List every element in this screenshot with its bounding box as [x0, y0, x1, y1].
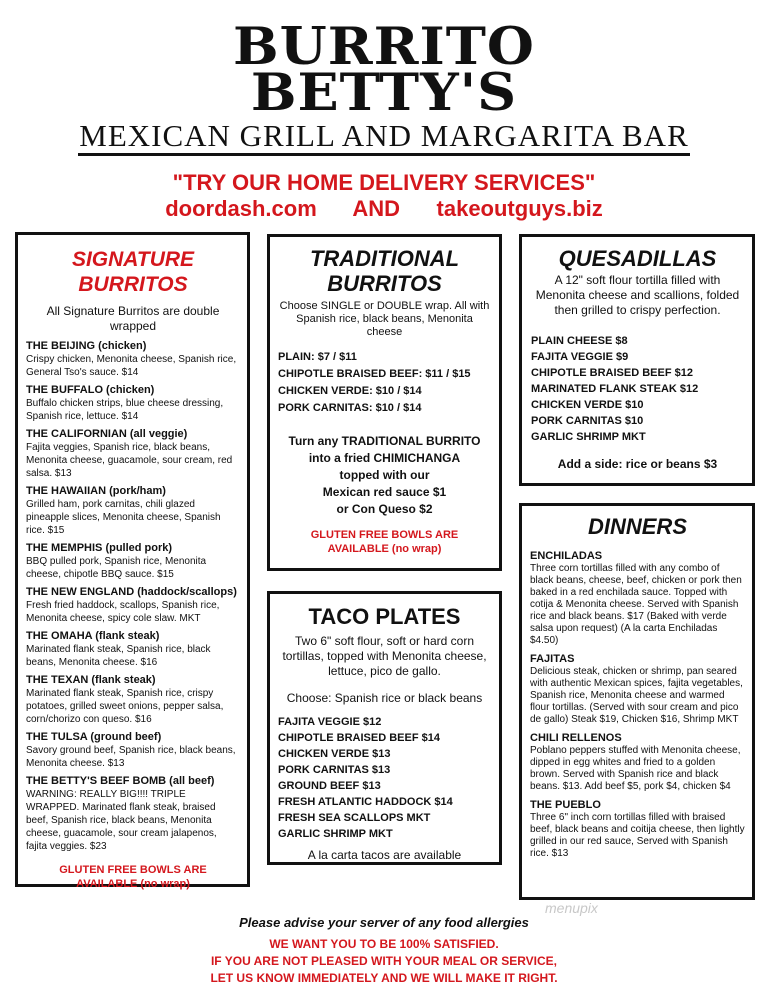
item-desc: BBQ pulled pork, Spanish rice, Menonita cheese, chipotle BBQ sauce. $15 [26, 556, 207, 580]
dinners-section [519, 503, 755, 900]
item-name: THE TULSA (ground beef) [26, 731, 162, 743]
traditional-title [278, 246, 491, 296]
item-name: THE NEW ENGLAND (haddock/scallops) [26, 586, 237, 598]
signature-item [26, 585, 240, 625]
menu-line: PORK CARNITAS $10 [531, 415, 644, 427]
chimi-line-5: or Con Queso $2 [336, 502, 433, 516]
chimi-line-1: Turn any TRADITIONAL BURRITO [288, 434, 481, 448]
traditional-gluten-free-note [278, 528, 491, 556]
item-desc: Savory ground beef, Spanish rice, black beans, Menonita cheese. $13 [26, 745, 236, 769]
watermark: menupix [545, 900, 598, 916]
quesadillas-title: QUESADILLAS [558, 246, 717, 271]
item-name: THE PUEBLO [530, 799, 601, 811]
item-name: FAJITAS [530, 653, 575, 665]
gluten-line-1: GLUTEN FREE BOWLS ARE [310, 529, 459, 541]
taco-a-la-carta-note: A la carta tacos are available [307, 848, 462, 862]
traditional-burritos-section [267, 234, 502, 571]
logo-line-2: BETTY'S [250, 61, 518, 123]
dinner-item [530, 549, 745, 647]
item-name: THE HAWAIIAN (pork/ham) [26, 485, 166, 497]
gluten-line-2: AVAILABLE (no wrap) [76, 878, 190, 890]
dinner-item [530, 798, 745, 860]
menu-line: FRESH ATLANTIC HADDOCK $14 [278, 796, 453, 808]
item-name: THE BETTY'S BEEF BOMB (all beef) [26, 775, 215, 787]
item-desc: Grilled ham, pork carnitas, chili glazed pineapple slices, Menonita cheese, Spanish rice. $15 [26, 499, 221, 536]
item-name: THE MEMPHIS (pulled pork) [26, 542, 173, 554]
signature-item [26, 774, 240, 853]
quesadillas-section [519, 234, 755, 486]
item-desc: Poblano peppers stuffed with Menonita cheese, dipped in egg whites and fried to a golden brown. Served with Spanish rice and black beans. $13. Add beef $5, pork $4, chicken $4 [530, 745, 741, 792]
item-desc: Fajita veggies, Spanish rice, black beans, Menonita cheese, guacamole, sour cream, red salsa. $13 [26, 442, 233, 479]
item-desc: Crispy chicken, Menonita cheese, Spanish rice, General Tso's sauce. $14 [26, 354, 237, 378]
quesadillas-intro: A 12" soft flour tortilla filled with Menonita cheese and scallions, folded then grilled to crispy perfection. [535, 273, 740, 317]
subtitle: MEXICAN GRILL AND MARGARITA BAR [79, 118, 689, 153]
menu-line: PLAIN: $7 / $11 [278, 351, 357, 363]
chimi-line-3: topped with our [339, 468, 430, 482]
menu-line: PLAIN CHEESE $8 [531, 335, 628, 347]
signature-item [26, 730, 240, 770]
taco-plates-section [267, 591, 502, 865]
signature-title-line-2: BURRITOS [78, 273, 188, 296]
dinners-title: DINNERS [587, 514, 687, 539]
item-desc: Delicious steak, chicken or shrimp, pan seared with authentic Mexican spices, fajita vegetables, Spanish rice, Menonita cheese and warmed flour tortillas. (Served with sour cream and pico de gallo) Steak $19, Chicken $16, Shrimp MKT [530, 666, 743, 725]
menu-line: MARINATED FLANK STEAK $12 [531, 383, 699, 395]
item-desc: Three 6" inch corn tortillas filled with braised beef, black beans and coitija cheese, then lightly grilled in our red sauce, Served with Spanish rice. $13 [530, 812, 745, 859]
signature-item [26, 383, 240, 423]
item-name: CHILI RELLENOS [530, 732, 622, 744]
menu-line: CHICKEN VERDE: $10 / $14 [278, 385, 422, 397]
quesadillas-side-note: Add a side: rice or beans $3 [557, 457, 718, 471]
traditional-title-line-2: BURRITOS [327, 271, 442, 296]
menu-line: CHICKEN VERDE $10 [531, 399, 644, 411]
menu-line: CHIPOTLE BRAISED BEEF $14 [278, 732, 440, 744]
menu-line: PORK CARNITAS $13 [278, 764, 391, 776]
item-desc: Three corn tortillas filled with any combo of black beans, cheese, beef, chicken or pork then baked in a red enchilada sauce. Topped with cotija & Menonita cheese. Served with Spanish rice and black beans. $17 (Baked with verde salsa upon request) (A la carta Enchiladas $4.50) [530, 563, 742, 646]
signature-item [26, 541, 240, 581]
item-desc: Marinated flank steak, Spanish rice, black beans, Menonita cheese. $16 [26, 644, 211, 668]
menu-line: CHIPOTLE BRAISED BEEF: $11 / $15 [278, 368, 471, 380]
delivery-promo: "TRY OUR HOME DELIVERY SERVICES" [172, 170, 596, 195]
satisfaction-line-3: LET US KNOW IMMEDIATELY AND WE WILL MAKE IT RIGHT. [210, 971, 558, 985]
allergy-note: Please advise your server of any food allergies [239, 915, 529, 930]
satisfaction-line-1: WE WANT YOU TO BE 100% SATISFIED. [269, 937, 499, 951]
item-name: ENCHILADAS [530, 550, 603, 562]
signature-item [26, 427, 240, 480]
menu-line: CHIPOTLE BRAISED BEEF $12 [531, 367, 693, 379]
menu-line: CHICKEN VERDE $13 [278, 748, 391, 760]
dinner-item [530, 652, 745, 726]
signature-item [26, 339, 240, 379]
menu-line: PORK CARNITAS: $10 / $14 [278, 402, 422, 414]
signature-gluten-free-note [26, 863, 240, 891]
item-desc: Buffalo chicken strips, blue cheese dressing, Spanish rice, lettuce. $14 [26, 398, 224, 422]
signature-burritos-section [15, 232, 250, 890]
item-name: THE BEIJING (chicken) [26, 340, 147, 352]
signature-title [26, 247, 240, 297]
satisfaction-line-2: IF YOU ARE NOT PLEASED WITH YOUR MEAL OR SERVICE, [210, 954, 558, 968]
traditional-intro: Choose SINGLE or DOUBLE wrap. All with Spanish rice, black beans, Menonita cheese [279, 300, 490, 338]
gluten-line-1: GLUTEN FREE BOWLS ARE [59, 864, 207, 876]
signature-title-line-1: SIGNATURE [71, 248, 195, 271]
taco-plates-intro: Two 6" soft flour, soft or hard corn tortillas, topped with Menonita cheese, lettuce, pico de gallo. [282, 634, 487, 678]
item-desc: Marinated flank steak, Spanish rice, crispy potatoes, grilled sweet onions, pepper salsa, corn/chorizo con queso. $16 [26, 688, 224, 725]
item-name: THE BUFFALO (chicken) [26, 384, 155, 396]
menu-line: FAJITA VEGGIE $12 [278, 716, 382, 728]
item-name: THE OMAHA (flank steak) [26, 630, 160, 642]
taco-plates-choose: Choose: Spanish rice or black beans [286, 691, 483, 705]
menu-line: FAJITA VEGGIE $9 [531, 351, 629, 363]
signature-intro: All Signature Burritos are double wrapped [46, 304, 220, 333]
logo-line-1: BURRITO [233, 15, 535, 77]
menu-line: GARLIC SHRIMP MKT [278, 828, 393, 840]
item-desc: WARNING: REALLY BIG!!!! TRIPLE WRAPPED. Marinated flank steak, braised beef, Spanish rice, black beans, Menonita cheese, guacamole, sour cream jalapenos, fajita veggies. $23 [26, 789, 217, 852]
gluten-line-2: AVAILABLE (no wrap) [327, 543, 442, 555]
item-desc: Fresh fried haddock, scallops, Spanish rice, Menonita cheese, spicy cole slaw. MKT [26, 600, 220, 624]
chimichanga-note [278, 433, 491, 518]
traditional-title-line-1: TRADITIONAL [309, 246, 460, 271]
signature-item [26, 629, 240, 669]
menu-line: GARLIC SHRIMP MKT [531, 431, 646, 443]
item-name: THE CALIFORNIAN (all veggie) [26, 428, 188, 440]
chimi-line-4: Mexican red sauce $1 [322, 485, 447, 499]
delivery-links: doordash.com AND takeoutguys.biz [165, 196, 603, 221]
chimi-line-2: into a fried CHIMICHANGA [308, 451, 461, 465]
subtitle-underline [78, 153, 690, 156]
item-name: THE TEXAN (flank steak) [26, 674, 156, 686]
signature-item [26, 673, 240, 726]
menu-line: GROUND BEEF $13 [278, 780, 381, 792]
signature-item [26, 484, 240, 537]
taco-plates-title: TACO PLATES [308, 604, 461, 629]
dinner-item [530, 731, 745, 793]
menu-line: FRESH SEA SCALLOPS MKT [278, 812, 431, 824]
